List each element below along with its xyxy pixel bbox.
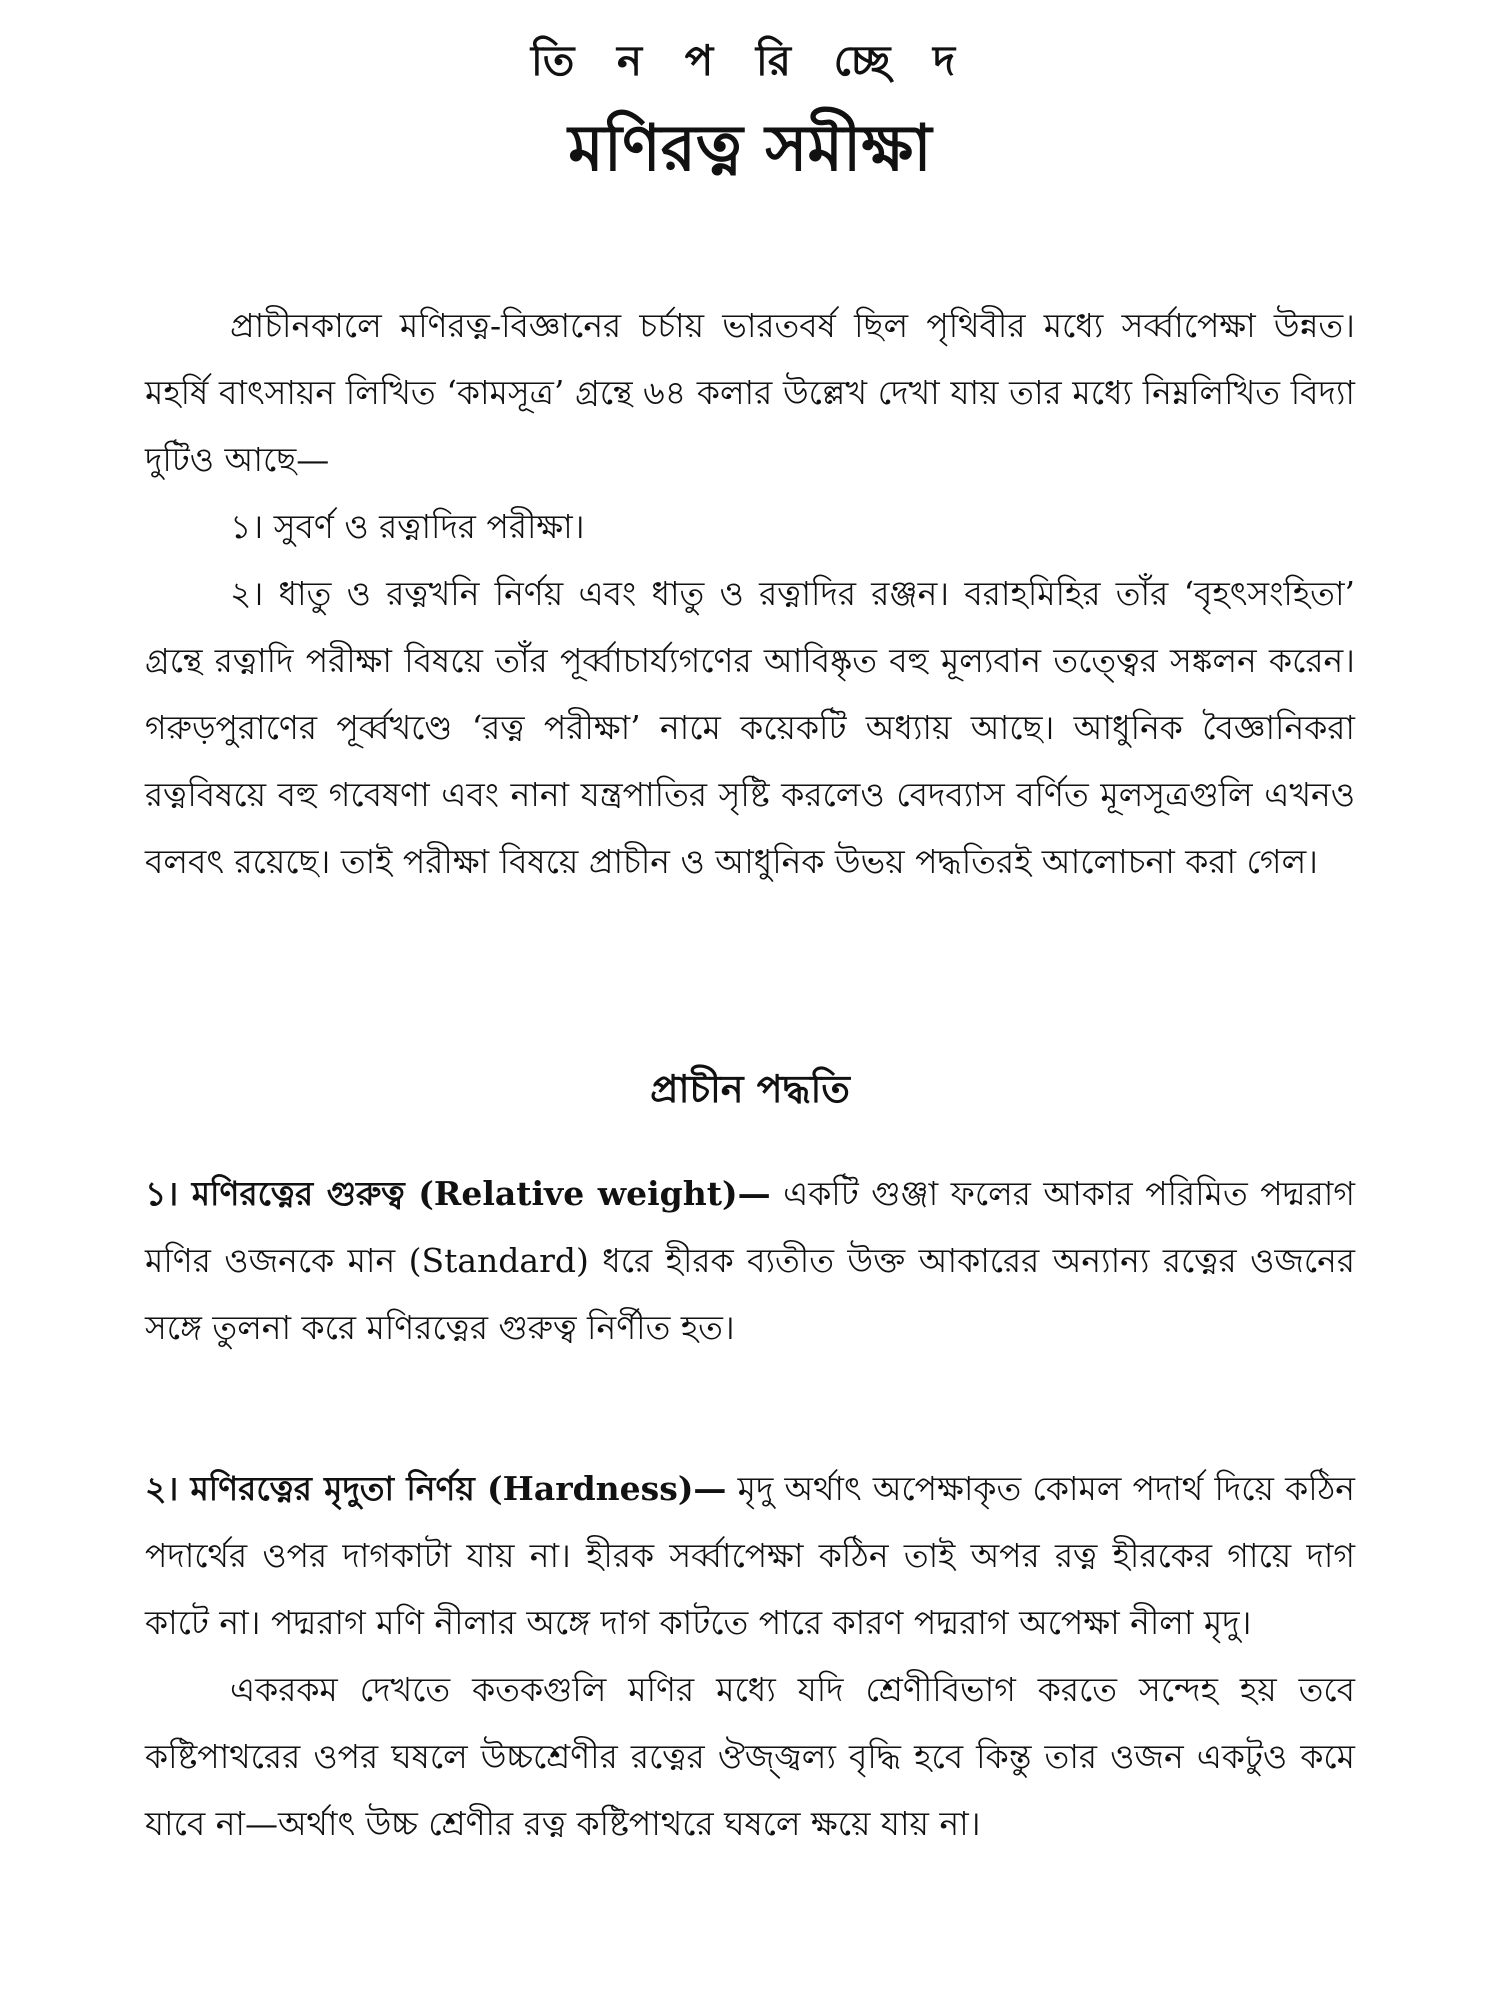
section-item-2: [145, 1455, 1355, 1857]
section-heading: প্রাচীন পদ্ধতি: [650, 1066, 850, 1111]
section-item-2-followup: একরকম দেখতে কতকগুলি মণির মধ্যে যদি শ্রেণীবিভাগ করতে সন্দেহ হয় তবে কষ্টিপাথরের ওপর ঘষলে উচ্চশ্রেণীর রত্নের ঔজ্জ্বল্য বৃদ্ধি হবে কিন্তু তার ওজন একটুও কমে যাবে না—অর্থাৎ উচ্চ শ্রেণীর রত্ন কষ্টিপাথরে ঘষলে ক্ষয়ে যায় না।: [145, 1670, 1355, 1843]
section-item-1-title: ১। মণিরত্নের গুরুত্ব (Relative weight)—: [145, 1174, 771, 1213]
section-item-1-text: একটি গুঞ্জা ফলের আকার পরিমিত পদ্মরাগ মণির ওজনকে মান (Standard) ধরে হীরক ব্যতীত উক্ত আকারের অন্যান্য রত্নের ওজনের সঙ্গে তুলনা করে মণিরত্নের গুরুত্ব নির্ণীত হত।: [145, 1174, 1355, 1347]
section-item-2-text: মৃদু অর্থাৎ অপেক্ষাকৃত কোমল পদার্থ দিয়ে কঠিন পদার্থের ওপর দাগকাটা যায় না। হীরক সর্ব্বাপেক্ষা কঠিন তাই অপর রত্ন হীরকের গায়ে দাগ কাটে না। পদ্মরাগ মণি নীলার অঙ্গে দাগ কাটতে পারে কারণ পদ্মরাগ অপেক্ষা নীলা মৃদু।: [145, 1469, 1355, 1642]
intro-paragraph: প্রাচীনকালে মণিরত্ন-বিজ্ঞানের চর্চায় ভারতবর্ষ ছিল পৃথিবীর মধ্যে সর্ব্বাপেক্ষা উন্নত। মহর্ষি বাৎসায়ন লিখিত ‘কামসূত্র’ গ্রন্থে ৬৪ কলার উল্লেখ দেখা যায় তার মধ্যে নিম্নলিখিত বিদ্যা দুটিও আছে—: [145, 306, 1355, 479]
section-item-2-title: ২। মণিরত্নের মৃদুতা নির্ণয় (Hardness)—: [145, 1469, 727, 1508]
section-item-1: [145, 1160, 1355, 1361]
intro-list-item-2: ২। ধাতু ও রত্নখনি নির্ণয় এবং ধাতু ও রত্নাদির রঞ্জন। বরাহমিহির তাঁর ‘বৃহৎসংহিতা’ গ্রন্থে রত্নাদি পরীক্ষা বিষয়ে তাঁর পূর্ব্বাচার্য্যগণের আবিষ্কৃত বহু মূল্যবান তত্ত্বের সঙ্কলন করেন। গরুড়পুরাণের পূর্ব্বখণ্ডে ‘রত্ন পরীক্ষা’ নামে কয়েকটি অধ্যায় আছে। আধুনিক বৈজ্ঞানিকরা রত্নবিষয়ে বহু গবেষণা এবং নানা যন্ত্রপাতির সৃষ্টি করলেও বেদব্যাস বর্ণিত মূলসূত্রগুলি এখনও বলবৎ রয়েছে। তাই পরীক্ষা বিষয়ে প্রাচীন ও আধুনিক উভয় পদ্ধতিরই আলোচনা করা গেল।: [145, 574, 1355, 881]
intro-block: [145, 292, 1355, 895]
chapter-title: মণিরত্ন সমীক্ষা: [568, 111, 932, 186]
chapter-label: তি ন প রি চ্ছে দ: [530, 36, 970, 85]
section-item-2-paragraph: [145, 1455, 1355, 1656]
section-item-1-paragraph: [145, 1160, 1355, 1361]
intro-list-item-1: ১। সুবর্ণ ও রত্নাদির পরীক্ষা।: [230, 507, 585, 546]
